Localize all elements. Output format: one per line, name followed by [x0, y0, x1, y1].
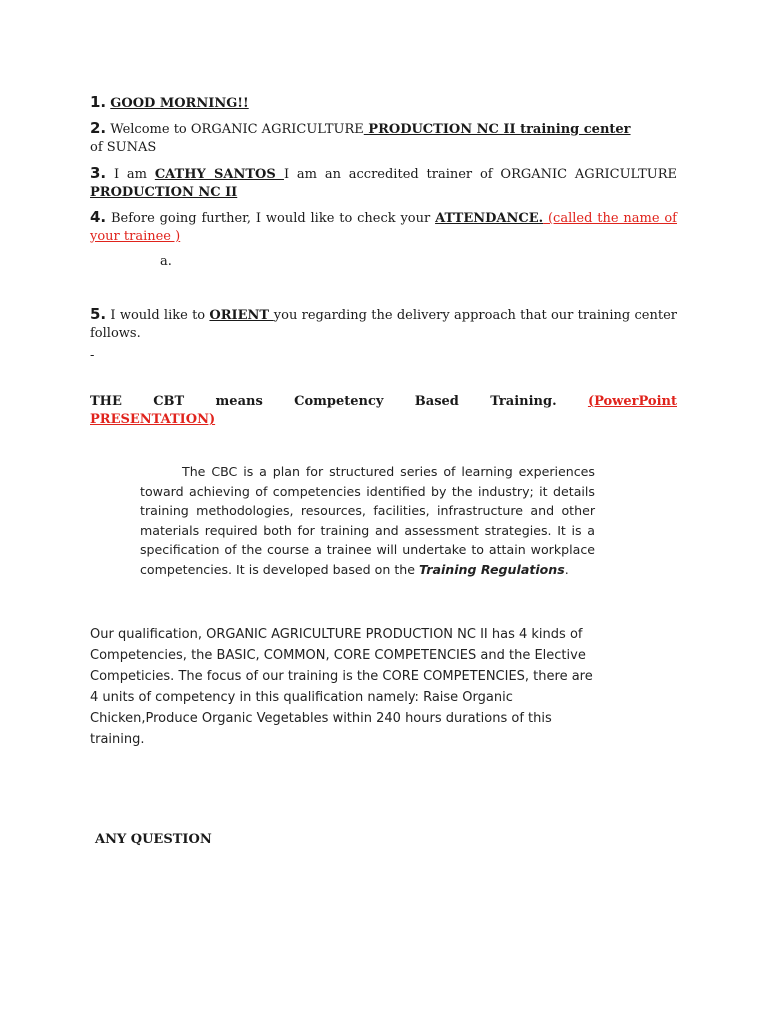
- item-1: [90, 93, 677, 113]
- attendance-note: (called the name of your trainee ): [90, 211, 677, 244]
- closing-question: ANY QUESTION: [95, 832, 212, 847]
- item-3-text: I am: [113, 167, 155, 182]
- item-2: [90, 119, 677, 157]
- training-regulations: Training Regulations: [419, 561, 565, 577]
- trainer-name: CATHY SANTOS: [154, 167, 284, 182]
- dash: -: [90, 348, 95, 363]
- qualification-line: Chicken,Produce Organic Vegetables within 240 hours durations of this: [90, 711, 552, 726]
- qualification-paragraph: [90, 624, 680, 750]
- cbt-word: Based: [414, 394, 459, 409]
- qualification-line: 4 units of competency in this qualification namely: Raise Organic: [90, 690, 513, 705]
- item-2-number: 2.: [90, 119, 107, 137]
- item-4-text: Before going further, I would like to check your: [110, 211, 436, 226]
- cbt-note: (PowerPoint: [587, 394, 677, 409]
- qualification-line: Competencies, the BASIC, COMMON, CORE COMPETENCIES and the Elective: [90, 648, 586, 663]
- cbc-end: .: [564, 561, 569, 577]
- item-2-bold: PRODUCTION NC II training center: [363, 122, 631, 137]
- item-3: [90, 164, 677, 202]
- cbt-note-2: PRESENTATION): [90, 412, 216, 427]
- item-5-continuation: you regarding the delivery approach that our training center follows.: [90, 308, 678, 341]
- qualification-line: training.: [90, 732, 145, 747]
- qualification-line: Competicies. The focus of our training is the CORE COMPETENCIES, there are: [90, 669, 593, 684]
- cbt-word: Competency: [294, 394, 384, 409]
- cbc-text: The CBC is a plan for structured series of learning experiences toward achieving of competencies identified by the industry; it details training methodologies, resources, facilities, infrastructure and other materials required both for training and assessment strategies. It is a specification of the course a trainee will undertake to attain workplace competencies. It is developed based on the: [140, 464, 595, 577]
- qualification-line: Our qualification, ORGANIC AGRICULTURE PRODUCTION NC II has 4 kinds of: [90, 627, 583, 642]
- cbt-heading: [90, 393, 677, 429]
- item-4: [90, 208, 677, 246]
- cbt-word: CBT: [153, 394, 185, 409]
- item-2-continuation: of SUNAS: [90, 140, 157, 155]
- item-5: [90, 305, 677, 343]
- cbt-word: means: [215, 394, 263, 409]
- item-3-bold: PRODUCTION NC II: [90, 185, 238, 200]
- cbt-word: THE: [90, 394, 122, 409]
- item-1-number: 1.: [90, 93, 107, 111]
- item-5-number: 5.: [90, 305, 107, 323]
- item-3-number: 3.: [90, 164, 107, 182]
- item-4-number: 4.: [90, 208, 107, 226]
- greeting: GOOD MORNING!!: [110, 96, 249, 111]
- item-2-text: Welcome to ORGANIC AGRICULTURE: [110, 122, 364, 137]
- orient-label: ORIENT: [209, 308, 274, 323]
- item-4-sub: a.: [160, 254, 172, 269]
- cbc-paragraph: [140, 462, 595, 579]
- item-3-mid: I am an accredited trainer of ORGANIC AGRICULTURE: [283, 167, 677, 182]
- item-5-text: I would like to: [110, 308, 210, 323]
- attendance-label: ATTENDANCE.: [435, 211, 544, 226]
- cbt-word: Training.: [490, 394, 557, 409]
